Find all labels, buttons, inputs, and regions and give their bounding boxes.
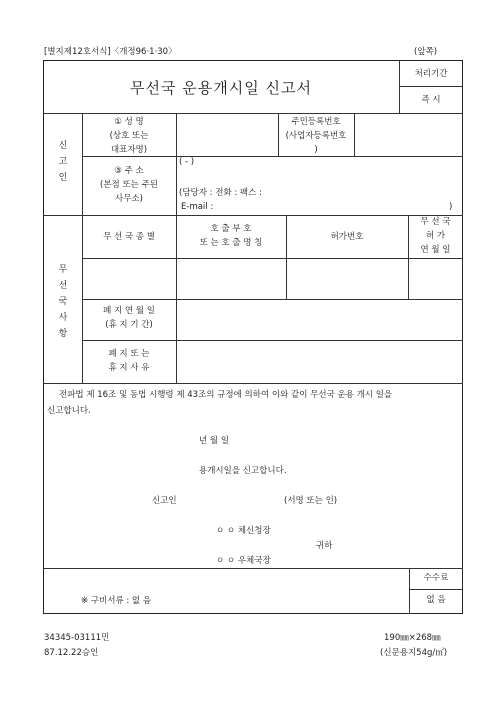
call-sign-field[interactable] bbox=[177, 259, 285, 298]
license-date-header: 무 선 국 허 가 연 월 일 bbox=[420, 217, 451, 255]
name-field[interactable] bbox=[177, 114, 277, 155]
required-documents: ※ 구비서류 : 없 음 bbox=[81, 596, 152, 606]
license-number-field[interactable] bbox=[287, 259, 407, 298]
approval-date: 87.12.22승인 bbox=[44, 648, 99, 658]
signature-field[interactable]: (서명 또는 인) bbox=[284, 496, 338, 506]
closure-reason-field[interactable] bbox=[177, 341, 462, 382]
closure-date-label: 폐 지 연 월 일 (휴 지 기 간) bbox=[103, 306, 155, 330]
email-close: ) bbox=[449, 202, 453, 212]
statement-body-2: 신고합니다. bbox=[47, 406, 91, 416]
fee-value: 없 음 bbox=[426, 595, 446, 605]
closure-date-field[interactable] bbox=[177, 300, 462, 340]
processing-period-value: 즉 시 bbox=[421, 95, 441, 105]
applicant-section-label: 신 고 인 bbox=[58, 141, 68, 183]
declaration-text: 용개시일을 신고합니다. bbox=[199, 466, 287, 476]
report-date-line[interactable]: 년 월 일 bbox=[199, 436, 230, 446]
statement-body-1: 전파법 제 16조 및 동법 시행령 제 43조의 규정에 의하여 이와 같이 무선국 운용 개시 일을 bbox=[59, 390, 393, 400]
id-number-label: 주민등록번호 (사업자등록번호 ) bbox=[285, 117, 347, 155]
email-field[interactable]: E-mail : bbox=[181, 202, 214, 212]
form-code: 34345-03111민 bbox=[44, 633, 110, 643]
station-section-label: 무 선 국 사 항 bbox=[58, 265, 68, 339]
station-type-header: 무 선 국 종 별 bbox=[103, 232, 155, 242]
call-sign-header: 호 출 부 호 또 는 호 출 명 칭 bbox=[199, 224, 263, 248]
paper-type: (신문용지54g/㎡) bbox=[380, 648, 448, 658]
signer-label: 신고인 bbox=[152, 496, 177, 506]
page-title: 무선국 운용개시일 신고서 bbox=[130, 79, 312, 97]
name-label: ① 성 명 (상호 또는 대표자명) bbox=[109, 117, 149, 155]
honorific: 귀하 bbox=[316, 541, 333, 551]
processing-period-label: 처리기간 bbox=[414, 69, 448, 79]
page-side-label: (앞쪽) bbox=[414, 47, 438, 57]
id-number-field[interactable] bbox=[355, 114, 462, 155]
paper-size: 190㎜×268㎜ bbox=[384, 633, 441, 643]
phone-field[interactable]: ( - ) bbox=[179, 157, 195, 167]
fee-label: 수수료 bbox=[423, 573, 449, 583]
station-type-field[interactable] bbox=[83, 259, 175, 298]
closure-reason-label: 폐 지 또 는 휴 지 사 유 bbox=[108, 349, 150, 373]
license-number-header: 허가번호 bbox=[330, 232, 364, 242]
license-date-field[interactable] bbox=[409, 259, 462, 298]
recipient-1: ㅇ ㅇ 체신청장 bbox=[216, 526, 271, 536]
form-number: [별지제12호서식]〈개정96·1·30〉 bbox=[44, 47, 177, 57]
contact-line[interactable]: (담당자 : 전화 : 팩스 : bbox=[179, 188, 262, 198]
address-label: ③ 주 소 (본점 또는 주된 사무소) bbox=[100, 166, 158, 204]
recipient-2: ㅇ ㅇ 우체국장 bbox=[216, 556, 271, 566]
